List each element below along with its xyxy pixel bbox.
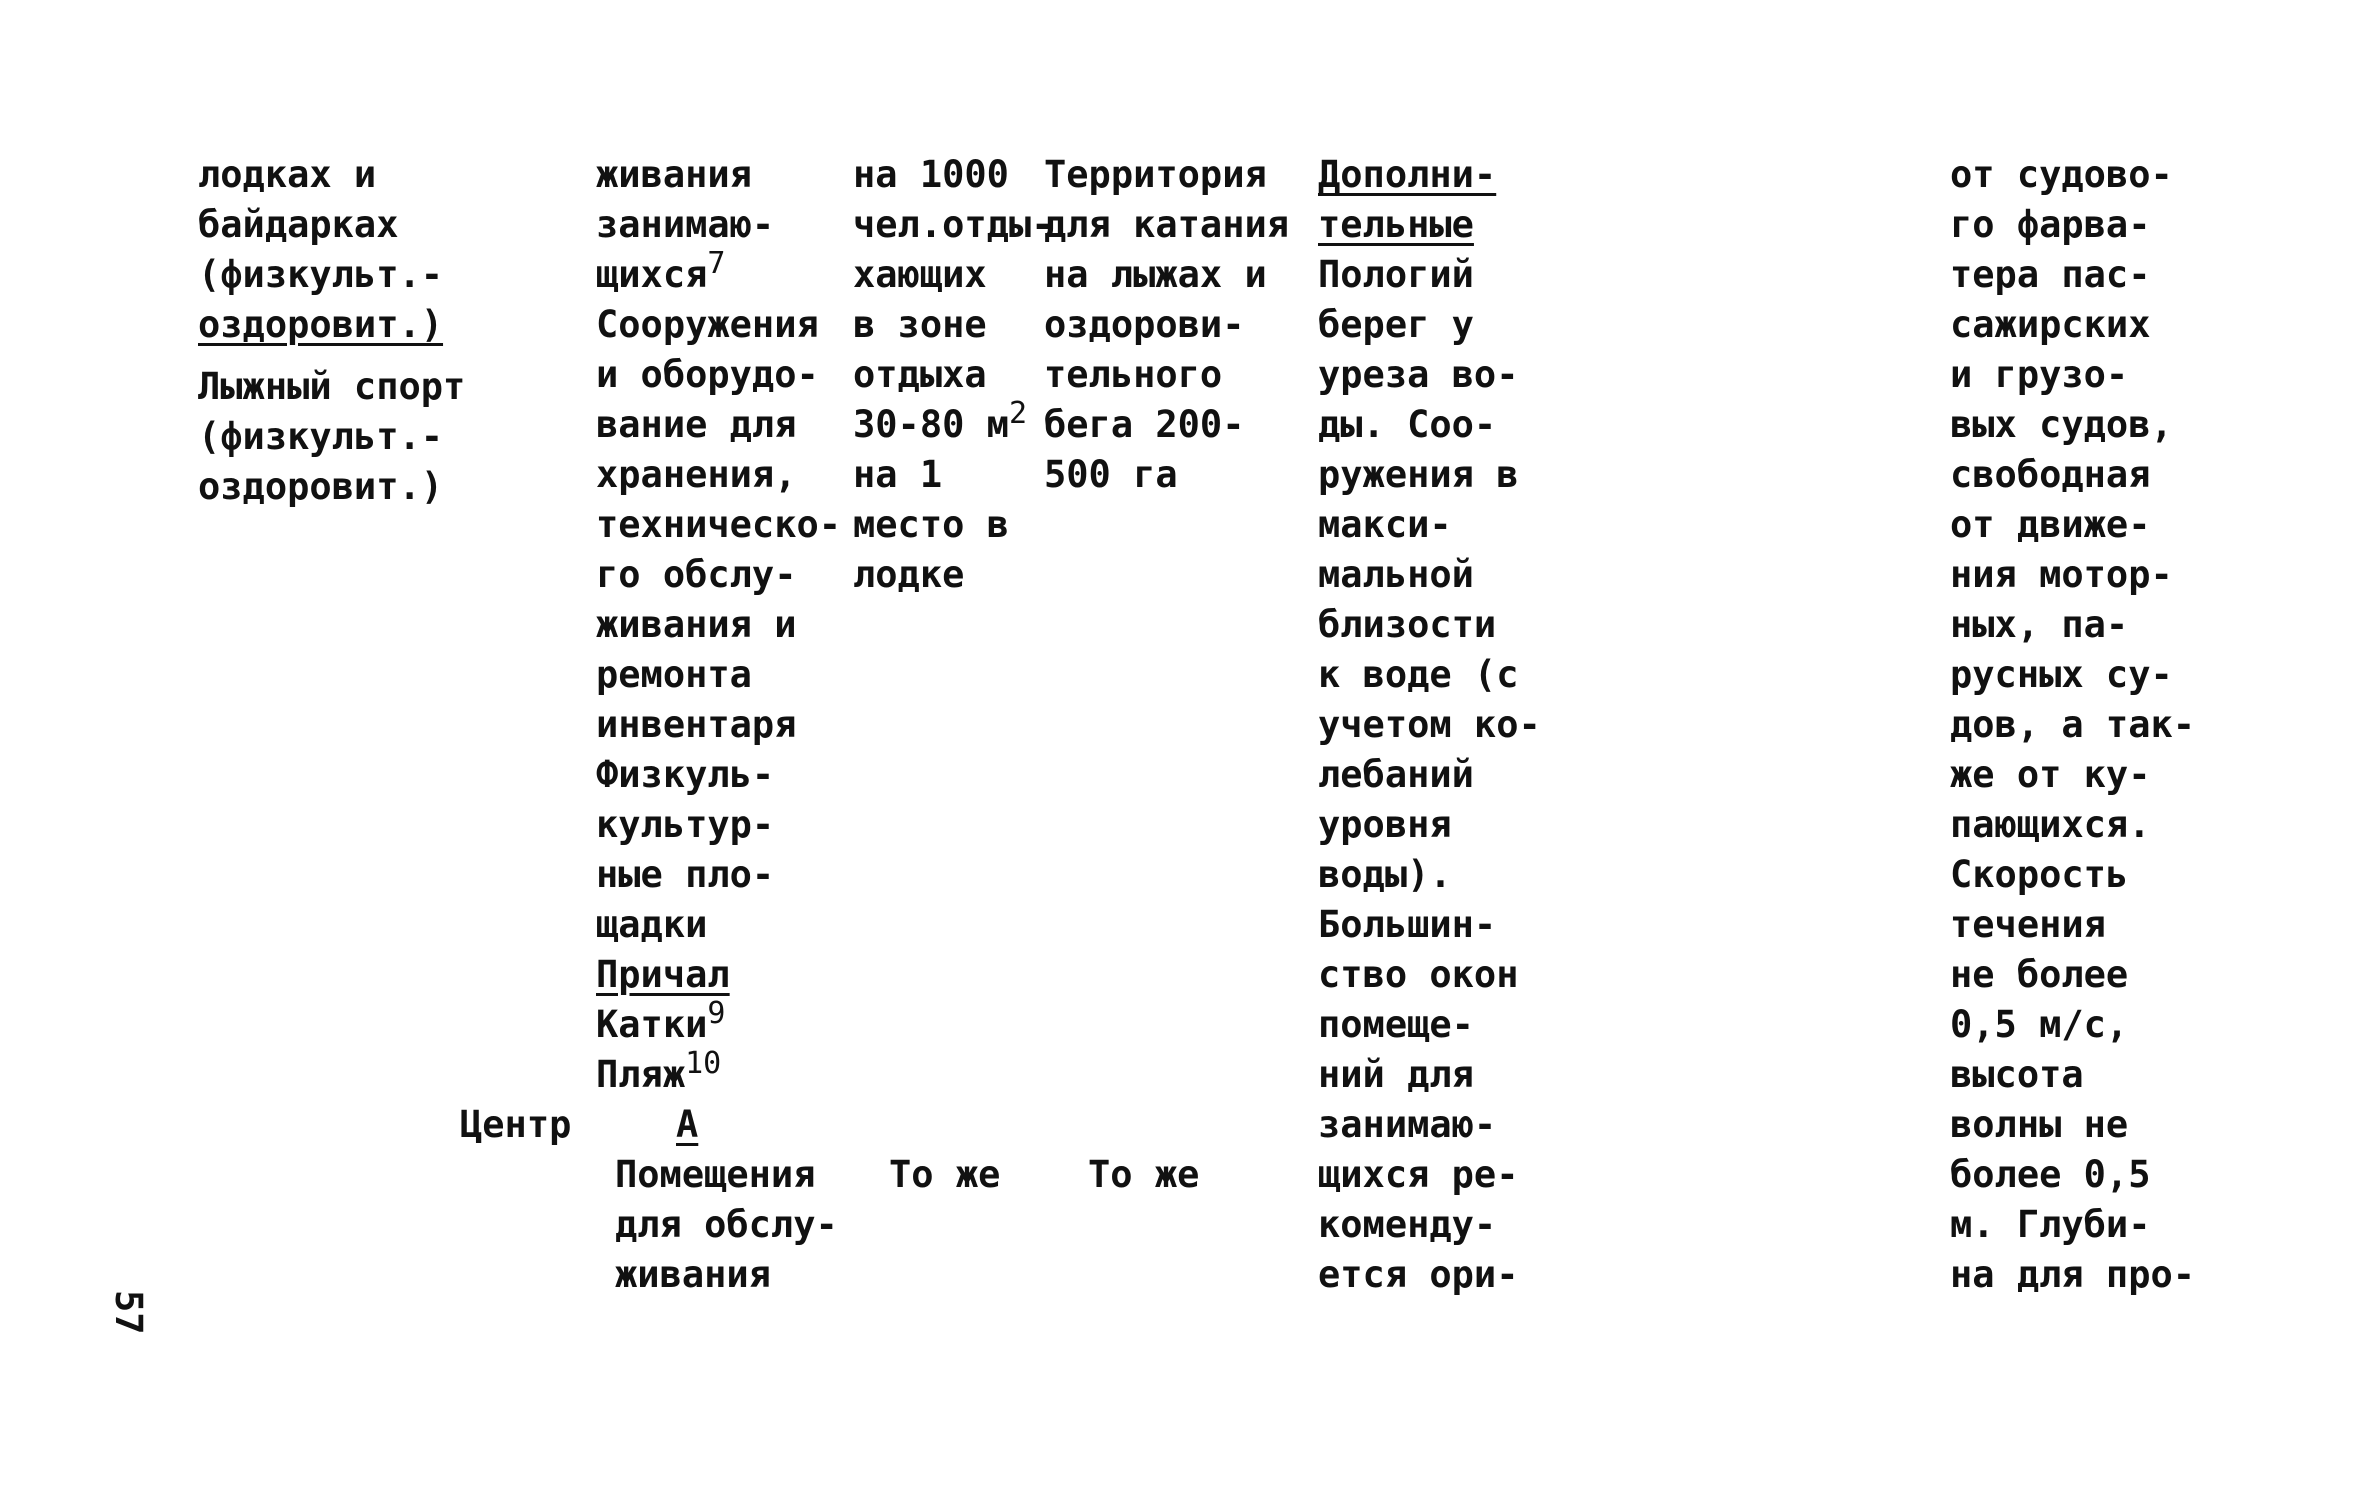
center-rooms: [615, 1150, 838, 1300]
col5-line-23: ется ори-: [1318, 1253, 1519, 1296]
col2-line-19: Пляж: [596, 1053, 686, 1096]
col3-line-5: отдыха: [853, 353, 987, 396]
col4-line-2: для катания: [1044, 203, 1290, 246]
col5-line-7: ружения в: [1318, 453, 1519, 496]
col5-line-10: близости: [1318, 603, 1497, 646]
col2-line-3: щихся: [596, 253, 708, 296]
col5-line-11: к воде (с: [1318, 653, 1519, 696]
col6-line-2: го фарва-: [1950, 203, 2151, 246]
column-norms: [853, 150, 1053, 600]
col4-line-7: 500 га: [1044, 453, 1178, 496]
col3-line-7: на 1: [853, 453, 943, 496]
col2-footnote-10: 10: [685, 1046, 722, 1081]
col2-line-3-wrap: [596, 246, 841, 300]
center-label: Центр: [460, 1103, 572, 1146]
col1-gap: [198, 350, 465, 362]
col6-line-10: ных, па-: [1950, 603, 2129, 646]
col6-line-17: не более: [1950, 953, 2129, 996]
col6-line-12: дов, а так-: [1950, 703, 2196, 746]
col4-line-1: Территория: [1044, 153, 1267, 196]
center-rooms-line-3: живания: [615, 1253, 771, 1296]
col5-line-18: помеще-: [1318, 1003, 1474, 1046]
col5-line-22: коменду-: [1318, 1203, 1497, 1246]
col2-line-17: Причал: [596, 953, 730, 996]
col6-line-7: свободная: [1950, 453, 2151, 496]
col4-same: То же: [1088, 1153, 1200, 1196]
column-activity: [198, 150, 465, 512]
column-facilities: [596, 150, 841, 1100]
col2-line-18-wrap: [596, 996, 841, 1050]
col1-line-3: (физкульт.-: [198, 253, 444, 296]
col1-line-2: байдарках: [198, 203, 399, 246]
col3-line-8: место в: [853, 503, 1009, 546]
col2-line-11: ремонта: [596, 653, 752, 696]
col6-line-5: и грузо-: [1950, 353, 2129, 396]
col3-line-2: чел.отды-: [853, 203, 1054, 246]
col6-line-1: от судово-: [1950, 153, 2173, 196]
col4-line-6: бега 200-: [1044, 403, 1245, 446]
page-number: 57: [107, 1290, 150, 1335]
col5-line-21: щихся ре-: [1318, 1153, 1519, 1196]
col2-line-12: инвентаря: [596, 703, 797, 746]
col3-line-6: 30-80 м: [853, 403, 1009, 446]
col5-line-4: берег у: [1318, 303, 1474, 346]
col5-line-9: мальной: [1318, 553, 1474, 596]
col2-footnote-9: 9: [707, 996, 726, 1031]
col5-line-1: Дополни-: [1318, 153, 1497, 196]
column-territory: [1044, 150, 1289, 500]
col1-line-6: (физкульт.-: [198, 415, 444, 458]
col6-line-4: сажирских: [1950, 303, 2151, 346]
col1-line-7: оздоровит.): [198, 465, 444, 508]
col2-line-19-wrap: [596, 1046, 841, 1100]
col3-line-3: хающих: [853, 253, 987, 296]
col2-line-8: техническо-: [596, 503, 842, 546]
col2-line-2: занимаю-: [596, 203, 775, 246]
col6-line-3: тера пас-: [1950, 253, 2151, 296]
col5-line-12: учетом ко-: [1318, 703, 1541, 746]
col2-line-7: хранения,: [596, 453, 797, 496]
col2-line-1: живания: [596, 153, 752, 196]
col2-line-15: ные пло-: [596, 853, 775, 896]
col1-line-1: лодках и: [198, 153, 377, 196]
col3-line-1: на 1000: [853, 153, 1009, 196]
col6-line-11: русных су-: [1950, 653, 2173, 696]
col5-line-1-wrap: [1318, 150, 1541, 200]
col4-line-4: оздорови-: [1044, 303, 1245, 346]
col3-line-4: в зоне: [853, 303, 987, 346]
center-rooms-line-2: для обслу-: [615, 1203, 838, 1246]
col2-line-14: культур-: [596, 803, 775, 846]
col6-line-16: течения: [1950, 903, 2106, 946]
center-rooms-line-1: Помещения: [615, 1153, 816, 1196]
col6-line-14: пающихся.: [1950, 803, 2151, 846]
col4-line-3: на лыжах и: [1044, 253, 1267, 296]
column-additional: [1318, 150, 1541, 1300]
col2-line-10: живания и: [596, 603, 797, 646]
col2-line-6: вание для: [596, 403, 797, 446]
col6-line-8: от движе-: [1950, 503, 2151, 546]
col2-line-9: го обслу-: [596, 553, 797, 596]
col6-line-13: же от ку-: [1950, 753, 2151, 796]
col5-line-6: ды. Соо-: [1318, 403, 1497, 446]
col6-line-9: ния мотор-: [1950, 553, 2173, 596]
col6-line-20: волны не: [1950, 1103, 2129, 1146]
col5-line-16: Большин-: [1318, 903, 1497, 946]
col2-line-18: Катки: [596, 1003, 708, 1046]
col5-line-13: лебаний: [1318, 753, 1474, 796]
col6-line-6: вых судов,: [1950, 403, 2173, 446]
col5-line-19: ний для: [1318, 1053, 1474, 1096]
col6-line-18: 0,5 м/с,: [1950, 1003, 2129, 1046]
col2-line-17-wrap: [596, 950, 841, 1000]
col2-footnote-7: 7: [707, 246, 726, 281]
col5-line-3: Пологий: [1318, 253, 1474, 296]
col6-line-22: м. Глуби-: [1950, 1203, 2151, 1246]
column-water-requirements: [1950, 150, 2195, 1300]
col2-line-4: Сооружения: [596, 303, 819, 346]
center-letter: А: [676, 1103, 699, 1146]
col2-line-5: и оборудо-: [596, 353, 819, 396]
col4-line-5: тельного: [1044, 353, 1223, 396]
col5-line-14: уровня: [1318, 803, 1452, 846]
col2-line-16: щадки: [596, 903, 708, 946]
col3-line-9: лодке: [853, 553, 965, 596]
col5-line-15: воды).: [1318, 853, 1452, 896]
col3-same: То же: [889, 1153, 1001, 1196]
col5-line-5: уреза во-: [1318, 353, 1519, 396]
col1-line-5: Лыжный спорт: [198, 365, 466, 408]
col5-line-2-wrap: [1318, 200, 1541, 250]
col6-line-23: на для про-: [1950, 1253, 2196, 1296]
col5-line-20: занимаю-: [1318, 1103, 1497, 1146]
col6-line-19: высота: [1950, 1053, 2084, 1096]
col3-sup-2: 2: [1008, 396, 1027, 431]
col6-line-15: Скорость: [1950, 853, 2129, 896]
col5-line-17: ство окон: [1318, 953, 1519, 996]
col1-line-4: оздоровит.): [198, 303, 444, 346]
col1-line-4-wrap: [198, 300, 465, 350]
col5-line-2: тельные: [1318, 203, 1474, 246]
col3-line-6-wrap: [853, 396, 1053, 450]
col6-line-21: более 0,5: [1950, 1153, 2151, 1196]
col5-line-8: макси-: [1318, 503, 1452, 546]
col2-line-13: Физкуль-: [596, 753, 775, 796]
